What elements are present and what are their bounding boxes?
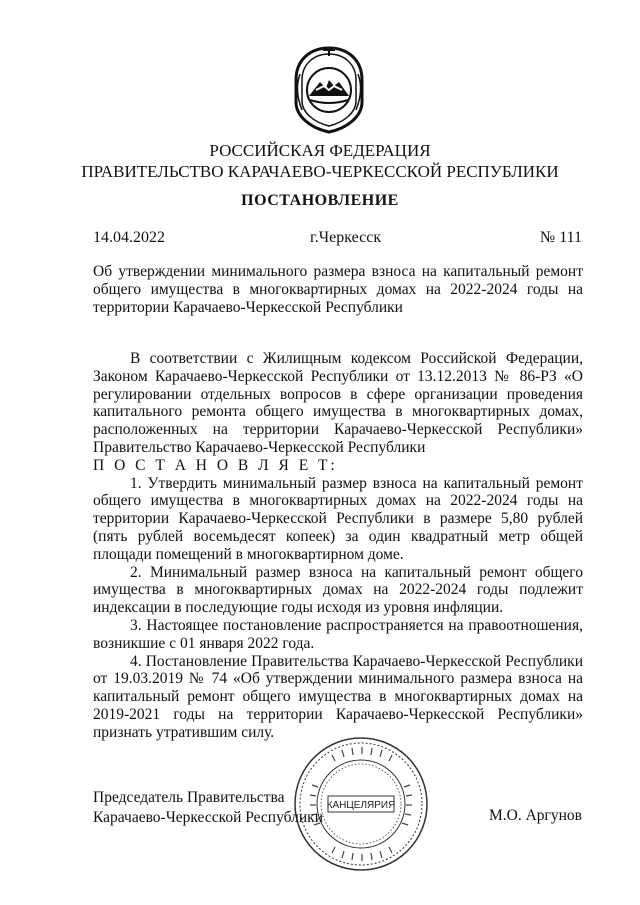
resolves-line: П О С Т А Н О В Л Я Е Т: xyxy=(93,456,338,474)
signatory-position-line2: Карачаево-Черкесской Республики xyxy=(93,809,323,826)
document-date: 14.04.2022 xyxy=(93,229,165,246)
coat-of-arms-icon xyxy=(290,44,368,134)
signatory-name: М.О. Аргунов xyxy=(488,807,582,824)
country-heading: РОССИЙСКАЯ ФЕДЕРАЦИЯ xyxy=(209,141,431,160)
signatory-position-line1: Председатель Правительства xyxy=(93,789,285,806)
list-item: 3. Настоящее постановление распространяется на правоотношения, возникшие с 01 января 2022 года. xyxy=(93,616,583,652)
document-type: ПОСТАНОВЛЕНИЕ xyxy=(241,192,399,209)
preamble-paragraph: В соответствии с Жилищным кодексом Российской Федерации, Законом Карачаево-Черкесской Республики от 13.12.2013 № 86-РЗ «О регулировании отдельных вопросов в сфере организации проведения капитального ремонта общего имущества в многоквартирных домах, расположенных на территории Карачаево-Черкесской Республики» Правительство Карачаево-Черкесской Республики xyxy=(93,350,583,456)
document-body xyxy=(93,350,583,742)
list-item: 2. Минимальный размер взноса на капитальный ремонт общего имущества в многоквартирных домах на 2022-2024 годы подлежит индексации в последующие годы исходя из уровня инфляции. xyxy=(93,563,583,617)
list-item: 4. Постановление Правительства Карачаево-Черкесской Республики от 19.03.2019 № 74 «Об утверждении минимального размера взноса на капитальный ремонт общего имущества в многоквартирных домах на 2019-2021 годы на территории Карачаево-Черкесской Республики» признать утратившим силу. xyxy=(93,652,583,741)
list-item: 1. Утвердить минимальный размер взноса на капитальный ремонт общего имущества в многоквартирных домах на 2022-2024 годы на территории Карачаево-Черкесской Республики в размере 5,80 рублей (пять рублей восемьдесят копеек) за один квадратный метр общей площади помещений в многоквартирном доме. xyxy=(93,474,583,563)
stamp-center-label: КАНЦЕЛЯРИЯ xyxy=(326,800,396,811)
document-number: № 111 xyxy=(539,229,582,246)
document-title: Об утверждении минимального размера взноса на капитальный ремонт общего имущества в многоквартирных домах на 2022-2024 годы на территории Карачаево-Черкесской Республики xyxy=(93,263,583,316)
document-city: г.Черкесск xyxy=(310,229,382,246)
signatory-position xyxy=(93,788,323,828)
government-heading: ПРАВИТЕЛЬСТВО КАРАЧАЕВО-ЧЕРКЕССКОЙ РЕСПУБЛИКИ xyxy=(81,162,559,181)
